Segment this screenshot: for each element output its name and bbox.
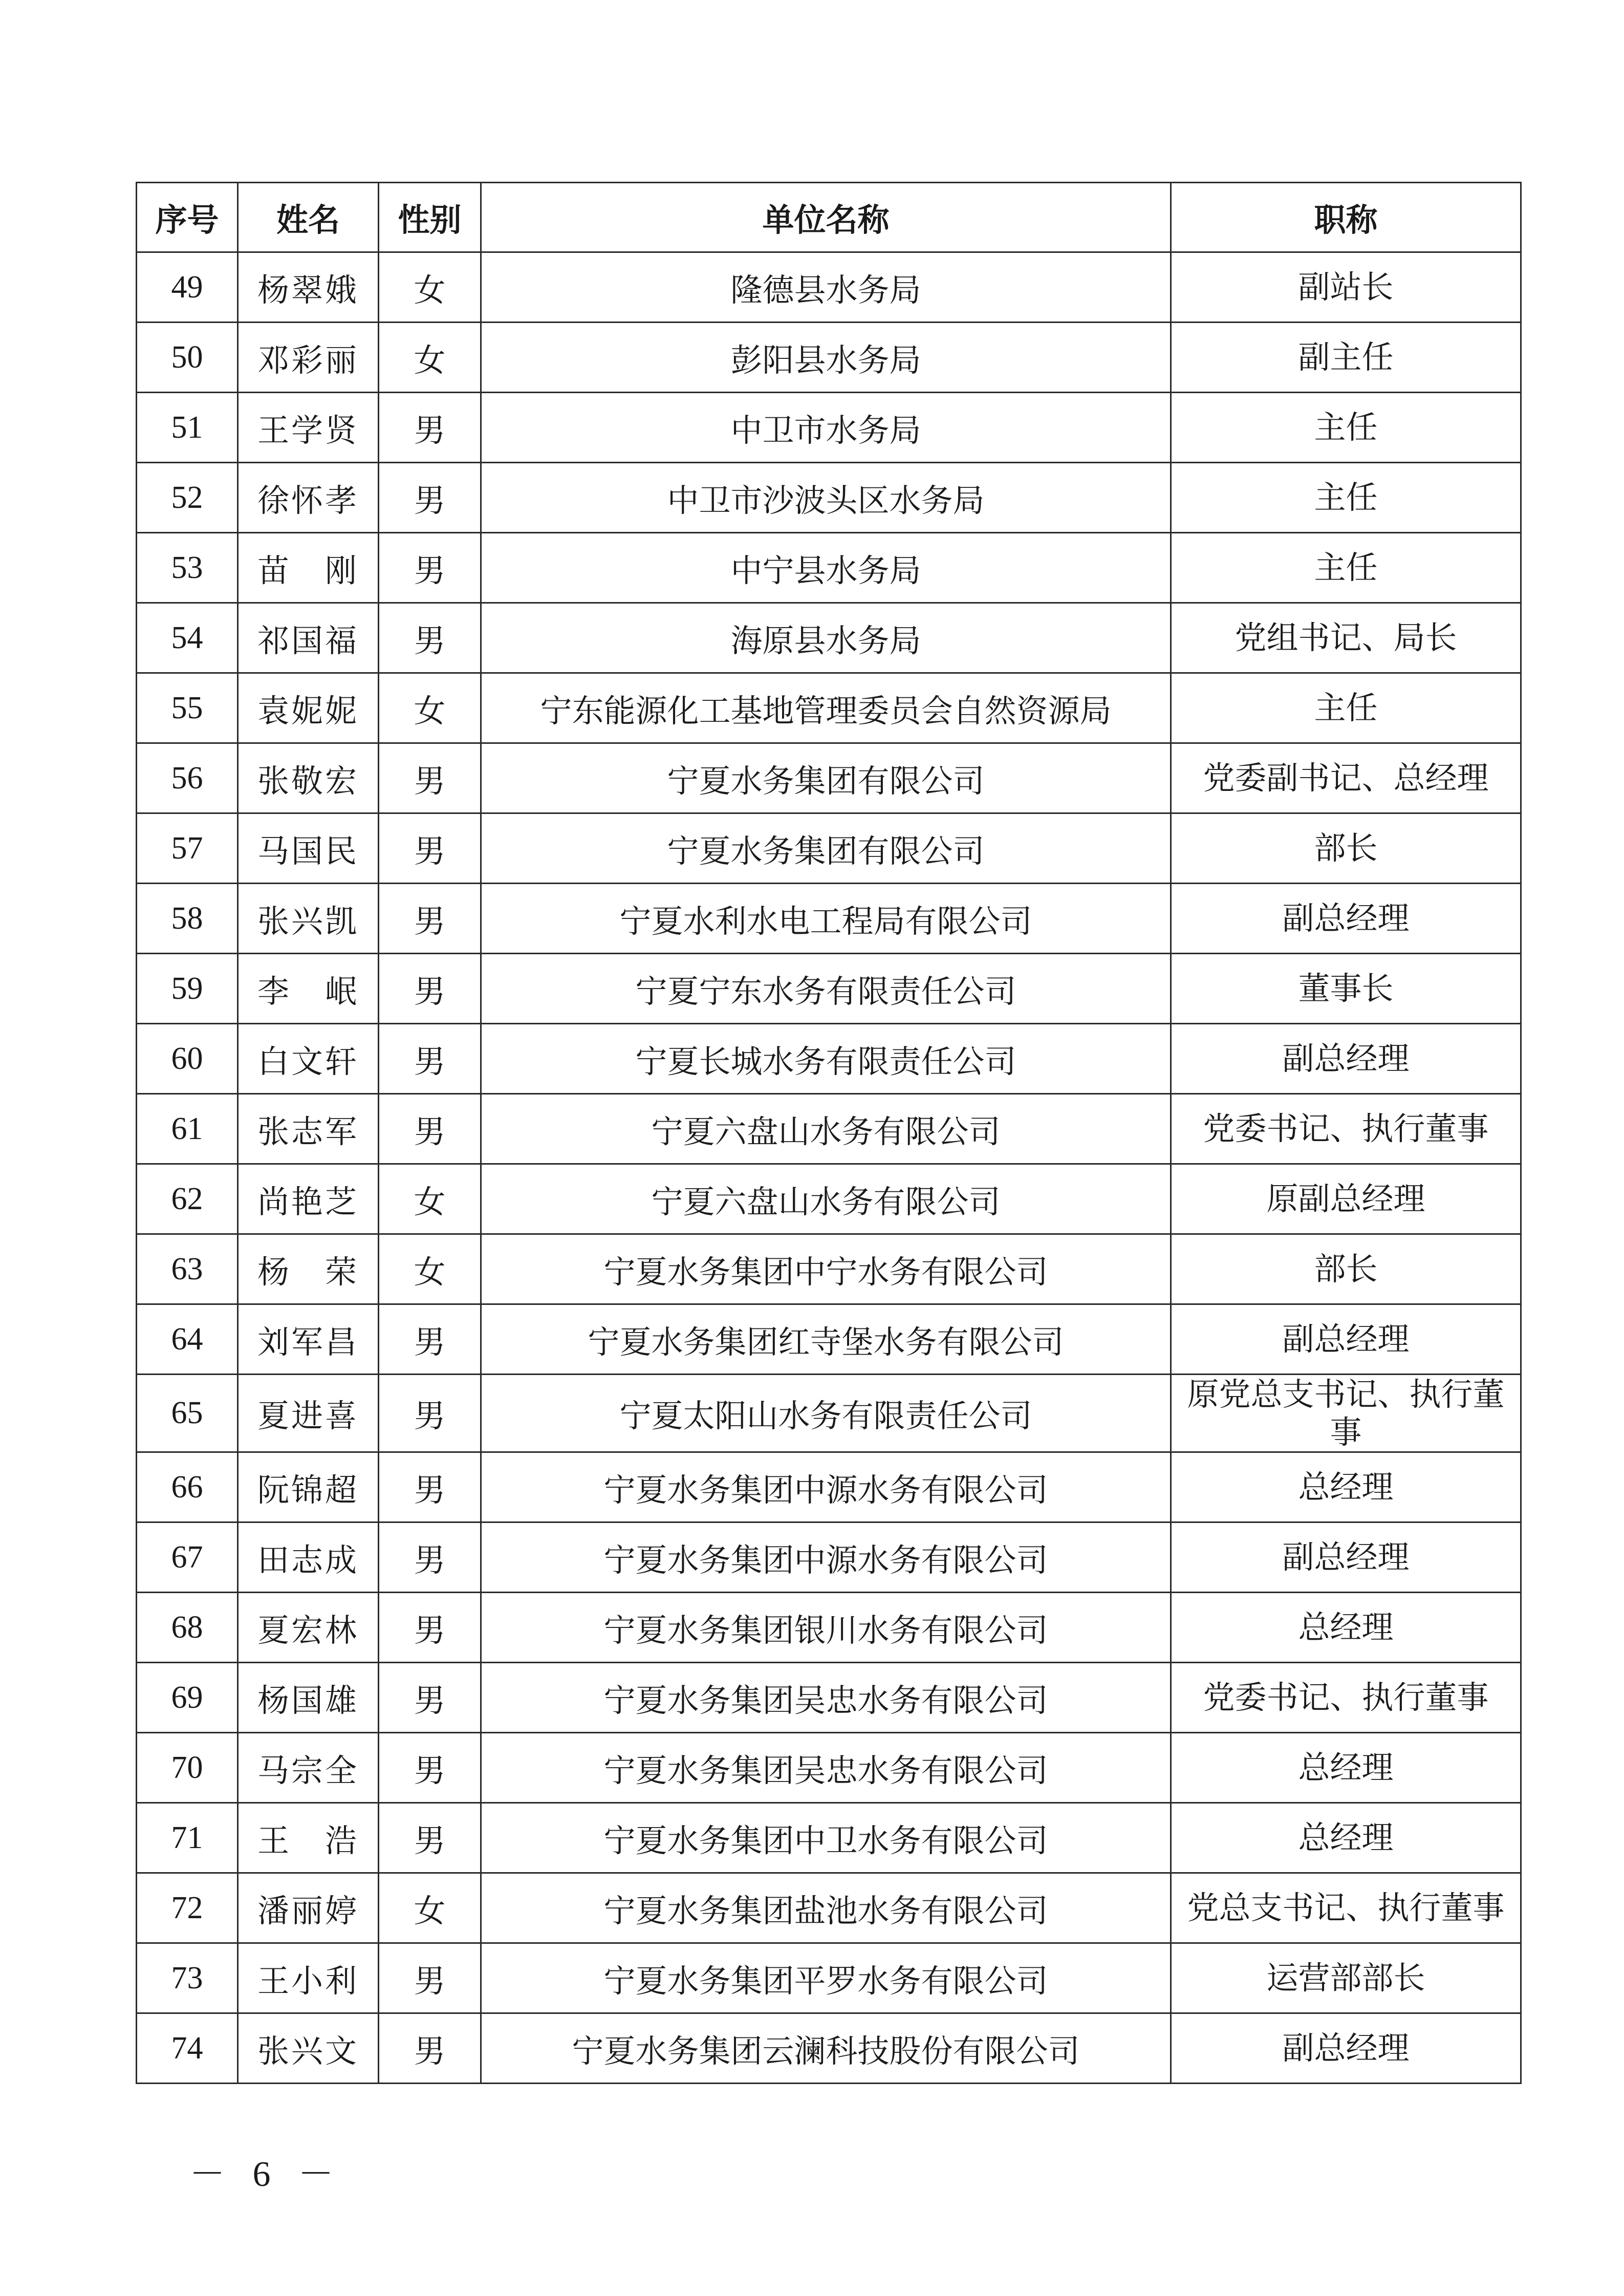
table-row <box>137 323 1521 393</box>
cell-no: 64 <box>137 1304 238 1375</box>
table-row <box>137 463 1521 533</box>
cell-unit: 宁夏水务集团红寺堡水务有限公司 <box>481 1304 1171 1375</box>
table-row <box>137 1234 1521 1304</box>
cell-title: 副主任 <box>1171 323 1521 393</box>
cell-gender: 男 <box>379 813 481 884</box>
cell-title: 副总经理 <box>1171 1304 1521 1375</box>
cell-unit: 宁夏水务集团吴忠水务有限公司 <box>481 1733 1171 1803</box>
cell-gender: 女 <box>379 1164 481 1234</box>
cell-unit: 宁夏水务集团有限公司 <box>481 743 1171 813</box>
cell-gender: 男 <box>379 1522 481 1593</box>
cell-name: 夏宏林 <box>238 1593 379 1663</box>
cell-name: 王 浩 <box>238 1803 379 1873</box>
cell-title: 副总经理 <box>1171 884 1521 954</box>
cell-name: 田志成 <box>238 1522 379 1593</box>
cell-name: 张兴文 <box>238 2013 379 2084</box>
cell-unit: 宁夏长城水务有限责任公司 <box>481 1024 1171 1094</box>
cell-name: 李 岷 <box>238 954 379 1024</box>
cell-no: 72 <box>137 1873 238 1943</box>
table-row <box>137 673 1521 743</box>
cell-title: 主任 <box>1171 673 1521 743</box>
cell-title: 部长 <box>1171 813 1521 884</box>
cell-name: 王小利 <box>238 1943 379 2013</box>
cell-name: 阮锦超 <box>238 1452 379 1522</box>
cell-no: 63 <box>137 1234 238 1304</box>
cell-title: 运营部部长 <box>1171 1943 1521 2013</box>
cell-name: 马国民 <box>238 813 379 884</box>
cell-no: 50 <box>137 323 238 393</box>
cell-title: 副总经理 <box>1171 1522 1521 1593</box>
cell-name: 张兴凯 <box>238 884 379 954</box>
cell-unit: 宁夏太阳山水务有限责任公司 <box>481 1375 1171 1452</box>
table-row <box>137 1522 1521 1593</box>
table-row <box>137 393 1521 463</box>
cell-gender: 女 <box>379 673 481 743</box>
cell-unit: 宁东能源化工基地管理委员会自然资源局 <box>481 673 1171 743</box>
cell-no: 49 <box>137 252 238 323</box>
cell-name: 刘军昌 <box>238 1304 379 1375</box>
cell-gender: 男 <box>379 533 481 603</box>
table-row <box>137 1304 1521 1375</box>
cell-gender: 女 <box>379 252 481 323</box>
cell-gender: 男 <box>379 1452 481 1522</box>
cell-name: 尚艳芝 <box>238 1164 379 1234</box>
cell-name: 袁妮妮 <box>238 673 379 743</box>
cell-no: 57 <box>137 813 238 884</box>
cell-gender: 男 <box>379 1803 481 1873</box>
cell-no: 67 <box>137 1522 238 1593</box>
header-name: 姓名 <box>238 183 379 252</box>
cell-name: 马宗全 <box>238 1733 379 1803</box>
cell-name: 邓彩丽 <box>238 323 379 393</box>
cell-no: 55 <box>137 673 238 743</box>
cell-unit: 隆德县水务局 <box>481 252 1171 323</box>
cell-no: 54 <box>137 603 238 673</box>
table-row <box>137 954 1521 1024</box>
table-row <box>137 603 1521 673</box>
cell-gender: 男 <box>379 1024 481 1094</box>
cell-no: 52 <box>137 463 238 533</box>
table-row <box>137 1375 1521 1452</box>
table-row <box>137 2013 1521 2084</box>
table-row <box>137 1803 1521 1873</box>
cell-unit: 宁夏水务集团盐池水务有限公司 <box>481 1873 1171 1943</box>
cell-unit: 宁夏水务集团中宁水务有限公司 <box>481 1234 1171 1304</box>
cell-no: 69 <box>137 1663 238 1733</box>
cell-name: 夏进喜 <box>238 1375 379 1452</box>
cell-name: 苗 刚 <box>238 533 379 603</box>
table-row <box>137 1164 1521 1234</box>
table-row <box>137 1452 1521 1522</box>
cell-no: 58 <box>137 884 238 954</box>
cell-no: 70 <box>137 1733 238 1803</box>
cell-title: 董事长 <box>1171 954 1521 1024</box>
cell-unit: 宁夏水务集团吴忠水务有限公司 <box>481 1663 1171 1733</box>
cell-title: 副站长 <box>1171 252 1521 323</box>
cell-gender: 男 <box>379 884 481 954</box>
table-row <box>137 813 1521 884</box>
cell-title: 副总经理 <box>1171 2013 1521 2084</box>
cell-title: 党委副书记、总经理 <box>1171 743 1521 813</box>
header-no: 序号 <box>137 183 238 252</box>
cell-unit: 宁夏水务集团银川水务有限公司 <box>481 1593 1171 1663</box>
cell-no: 68 <box>137 1593 238 1663</box>
personnel-table <box>136 182 1522 2084</box>
cell-gender: 男 <box>379 1663 481 1733</box>
cell-unit: 宁夏六盘山水务有限公司 <box>481 1094 1171 1164</box>
header-title: 职称 <box>1171 183 1521 252</box>
cell-unit: 宁夏水务集团中源水务有限公司 <box>481 1452 1171 1522</box>
cell-name: 张敬宏 <box>238 743 379 813</box>
table-body <box>137 252 1521 2084</box>
cell-name: 杨 荣 <box>238 1234 379 1304</box>
cell-title: 总经理 <box>1171 1733 1521 1803</box>
cell-gender: 男 <box>379 1733 481 1803</box>
cell-unit: 中宁县水务局 <box>481 533 1171 603</box>
cell-unit: 彭阳县水务局 <box>481 323 1171 393</box>
cell-no: 60 <box>137 1024 238 1094</box>
cell-gender: 女 <box>379 1873 481 1943</box>
cell-no: 59 <box>137 954 238 1024</box>
cell-title: 主任 <box>1171 463 1521 533</box>
cell-title: 总经理 <box>1171 1452 1521 1522</box>
cell-no: 51 <box>137 393 238 463</box>
cell-unit: 宁夏宁东水务有限责任公司 <box>481 954 1171 1024</box>
cell-no: 61 <box>137 1094 238 1164</box>
cell-title: 党委书记、执行董事 <box>1171 1663 1521 1733</box>
cell-unit: 中卫市水务局 <box>481 393 1171 463</box>
cell-no: 73 <box>137 1943 238 2013</box>
cell-gender: 男 <box>379 463 481 533</box>
cell-gender: 男 <box>379 1094 481 1164</box>
cell-name: 王学贤 <box>238 393 379 463</box>
cell-gender: 男 <box>379 1304 481 1375</box>
cell-no: 62 <box>137 1164 238 1234</box>
cell-title: 党委书记、执行董事 <box>1171 1094 1521 1164</box>
cell-no: 53 <box>137 533 238 603</box>
cell-gender: 男 <box>379 743 481 813</box>
table-row <box>137 1943 1521 2013</box>
cell-no: 71 <box>137 1803 238 1873</box>
cell-gender: 男 <box>379 393 481 463</box>
cell-unit: 海原县水务局 <box>481 603 1171 673</box>
table-row <box>137 252 1521 323</box>
cell-gender: 男 <box>379 1943 481 2013</box>
cell-unit: 宁夏水务集团云澜科技股份有限公司 <box>481 2013 1171 2084</box>
cell-no: 56 <box>137 743 238 813</box>
cell-no: 66 <box>137 1452 238 1522</box>
table-row <box>137 1094 1521 1164</box>
cell-name: 杨翠娥 <box>238 252 379 323</box>
cell-title: 主任 <box>1171 533 1521 603</box>
cell-gender: 男 <box>379 2013 481 2084</box>
cell-title: 原副总经理 <box>1171 1164 1521 1234</box>
cell-gender: 女 <box>379 1234 481 1304</box>
table-row <box>137 743 1521 813</box>
page-number: － 6 － <box>189 2155 343 2194</box>
cell-title: 部长 <box>1171 1234 1521 1304</box>
cell-gender: 男 <box>379 603 481 673</box>
table-row <box>137 884 1521 954</box>
table-row <box>137 1663 1521 1733</box>
cell-name: 张志军 <box>238 1094 379 1164</box>
cell-gender: 男 <box>379 954 481 1024</box>
cell-title: 原党总支书记、执行董事 <box>1171 1375 1521 1452</box>
cell-unit: 宁夏水利水电工程局有限公司 <box>481 884 1171 954</box>
table-row <box>137 1024 1521 1094</box>
table-row <box>137 533 1521 603</box>
cell-title: 主任 <box>1171 393 1521 463</box>
cell-title: 总经理 <box>1171 1803 1521 1873</box>
cell-name: 徐怀孝 <box>238 463 379 533</box>
cell-title: 总经理 <box>1171 1593 1521 1663</box>
cell-unit: 宁夏水务集团平罗水务有限公司 <box>481 1943 1171 2013</box>
cell-title: 党组书记、局长 <box>1171 603 1521 673</box>
header-gender: 性别 <box>379 183 481 252</box>
cell-gender: 男 <box>379 1593 481 1663</box>
cell-title: 副总经理 <box>1171 1024 1521 1094</box>
cell-unit: 中卫市沙波头区水务局 <box>481 463 1171 533</box>
cell-unit: 宁夏水务集团中源水务有限公司 <box>481 1522 1171 1593</box>
cell-name: 白文轩 <box>238 1024 379 1094</box>
cell-name: 祁国福 <box>238 603 379 673</box>
cell-gender: 女 <box>379 323 481 393</box>
table-row <box>137 1873 1521 1943</box>
cell-name: 潘丽婷 <box>238 1873 379 1943</box>
cell-unit: 宁夏六盘山水务有限公司 <box>481 1164 1171 1234</box>
header-unit: 单位名称 <box>481 183 1171 252</box>
cell-title: 党总支书记、执行董事 <box>1171 1873 1521 1943</box>
table-header-row <box>137 183 1521 252</box>
table-row <box>137 1593 1521 1663</box>
cell-gender: 男 <box>379 1375 481 1452</box>
cell-unit: 宁夏水务集团中卫水务有限公司 <box>481 1803 1171 1873</box>
cell-no: 65 <box>137 1375 238 1452</box>
cell-name: 杨国雄 <box>238 1663 379 1733</box>
cell-no: 74 <box>137 2013 238 2084</box>
cell-unit: 宁夏水务集团有限公司 <box>481 813 1171 884</box>
table-row <box>137 1733 1521 1803</box>
